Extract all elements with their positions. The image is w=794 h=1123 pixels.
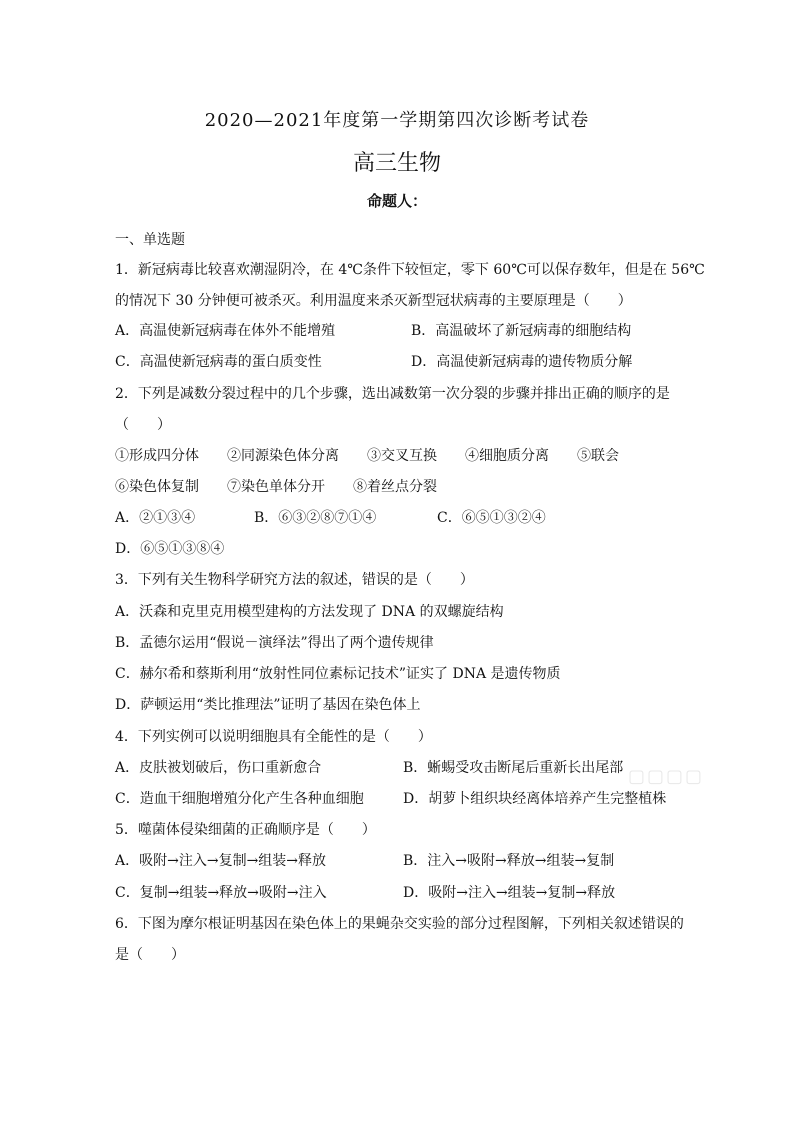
q6-stem-line2: 是（ ） [115,947,185,963]
subject-title: 高三生物 [352,151,441,176]
q3-option-c: C．赫尔希和蔡斯利用“放射性同位素标记技术”证实了 DNA 是遗传物质 [115,666,561,682]
q2-option-c: C．⑥⑤①③②④ [437,510,546,526]
q2-option-b: B．⑥③②⑧⑦①④ [254,510,377,526]
q4-option-a: A．皮肤被划破后，伤口重新愈合 [115,760,322,776]
q3-option-b: B．孟德尔运用“假说－演绎法”得出了两个遗传规律 [115,635,434,651]
q5-option-c: C．复制→组装→释放→吸附→注入 [115,885,327,901]
q3-stem-line1: 3．下列有关生物科学研究方法的叙述，错误的是（ ） [115,572,474,588]
q3-option-d: D．萨顿运用“类比推理法”证明了基因在染色体上 [115,697,421,713]
q4-option-c: C．造血干细胞增殖分化产生各种血细胞 [115,791,364,807]
author-label: 命题人： [366,192,427,210]
q1-option-b: B．高温破坏了新冠病毒的细胞结构 [411,323,632,339]
q1-option-c: C．高温使新冠病毒的蛋白质变性 [115,354,322,370]
exam-title: 2020—2021年度第一学期第四次诊断考试卷 [204,110,590,131]
q2-stem-line2: （ ） [115,417,171,433]
q1-option-d: D．高温使新冠病毒的遗传物质分解 [411,354,633,370]
q4-option-d: D．胡萝卜组织块经离体培养产生完整植株 [403,791,667,807]
q5-option-a: A．吸附→注入→复制→组装→释放 [115,853,327,869]
q4-stem-line1: 4．下列实例可以说明细胞具有全能性的是（ ） [115,729,432,745]
q2-steps-line2: ⑥染色体复制 ⑦染色单体分开 ⑧着丝点分裂 [115,479,437,495]
q1-stem-line1: 1．新冠病毒比较喜欢潮湿阴冷，在 4℃条件下较恒定，零下 60℃可以保存数年，但是在 56℃ [115,262,705,278]
q2-stem-line1: 2．下列是减数分裂过程中的几个步骤，选出减数第一次分裂的步骤并排出正确的顺序的是 [115,386,670,402]
q5-option-b: B．注入→吸附→释放→组装→复制 [403,853,615,869]
q5-option-d: D．吸附→注入→组装→复制→释放 [403,885,616,901]
q2-option-d: D．⑥⑤①③⑧④ [115,541,225,557]
q5-stem-line1: 5．噬菌体侵染细菌的正确顺序是（ ） [115,822,376,838]
q6-stem-line1: 6．下图为摩尔根证明基因在染色体上的果蝇杂交实验的部分过程图解，下列相关叙述错误的 [115,916,684,932]
q2-steps-line1: ①形成四分体 ②同源染色体分离 ③交叉互换 ④细胞质分离 ⑤联会 [115,448,619,464]
q3-option-a: A．沃森和克里克用模型建构的方法发现了 DNA 的双螺旋结构 [115,604,504,620]
q4-option-b: B．蜥蜴受攻击断尾后重新长出尾部 [403,760,624,776]
q1-option-a: A．高温使新冠病毒在体外不能增殖 [115,323,336,339]
section-heading: 一、单选题 [115,232,185,248]
q2-option-a: A．②①③④ [115,510,196,526]
q1-stem-line2: 的情况下 30 分钟便可被杀灭。利用温度来杀灭新型冠状病毒的主要原理是（ ） [115,293,632,309]
watermark-logo: ▢▢▢▢ [628,766,705,787]
